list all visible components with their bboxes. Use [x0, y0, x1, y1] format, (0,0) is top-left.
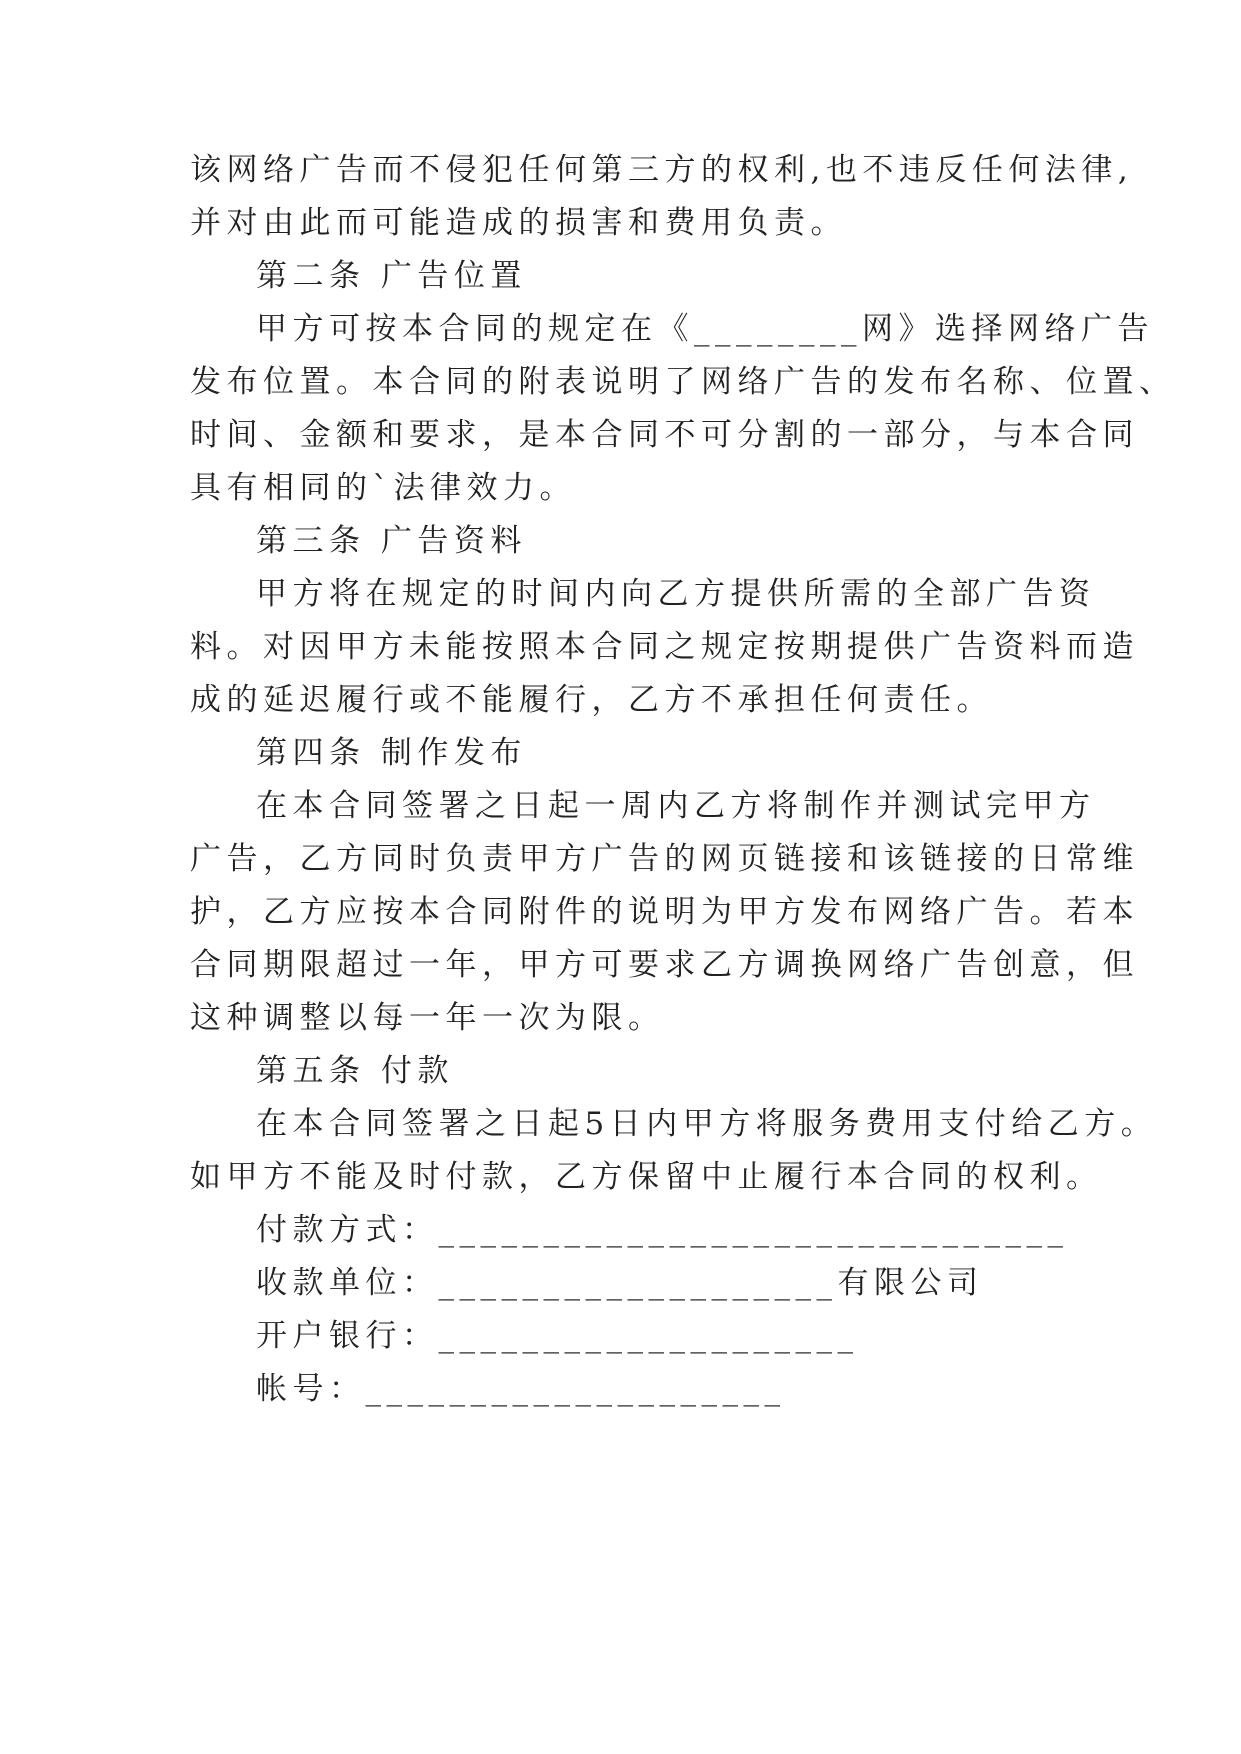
paragraph-line: 料。对因甲方未能按照本合同之规定按期提供广告资料而造	[190, 629, 1139, 665]
paragraph-line: 在本合同签署之日起一周内乙方将制作并测试完甲方	[256, 788, 1096, 824]
paragraph-line: 具有相同的`法律效力。	[190, 470, 576, 506]
paragraph-line: 时间、金额和要求，是本合同不可分割的一部分，与本合同	[190, 417, 1139, 453]
paragraph-line: 在本合同签署之日起5日内甲方将服务费用支付给乙方。	[256, 1106, 1158, 1142]
paragraph-line: 发布位置。本合同的附表说明了网络广告的发布名称、位置、	[190, 364, 1176, 400]
section-heading-article-5: 第五条 付款	[256, 1053, 454, 1089]
payee-field: 收款单位：___________________有限公司	[256, 1265, 984, 1301]
payment-method-field: 付款方式：______________________________	[256, 1212, 1069, 1248]
paragraph-line: 该网络广告而不侵犯任何第三方的权利,也不违反任何法律,	[190, 152, 1134, 188]
paragraph-line: 这种调整以每一年一次为限。	[190, 1000, 665, 1036]
paragraph-line: 并对由此而可能造成的损害和费用负责。	[190, 205, 847, 241]
section-heading-article-3: 第三条 广告资料	[256, 523, 527, 559]
paragraph-line: 甲方可按本合同的规定在《________网》选择网络广告	[256, 311, 1154, 347]
paragraph-line: 广告，乙方同时负责甲方广告的网页链接和该链接的日常维	[190, 841, 1139, 877]
section-heading-article-4: 第四条 制作发布	[256, 735, 527, 771]
paragraph-line: 护，乙方应按本合同附件的说明为甲方发布网络广告。若本	[190, 894, 1139, 930]
bank-field: 开户银行：____________________	[256, 1318, 859, 1354]
paragraph-line: 如甲方不能及时付款，乙方保留中止履行本合同的权利。	[190, 1159, 1103, 1195]
paragraph-line: 甲方将在规定的时间内向乙方提供所需的全部广告资	[256, 576, 1096, 612]
paragraph-line: 成的延迟履行或不能履行，乙方不承担任何责任。	[190, 682, 993, 718]
paragraph-line: 合同期限超过一年，甲方可要求乙方调换网络广告创意，但	[190, 947, 1139, 983]
section-heading-article-2: 第二条 广告位置	[256, 258, 527, 294]
account-number-field: 帐号：____________________	[256, 1371, 786, 1407]
